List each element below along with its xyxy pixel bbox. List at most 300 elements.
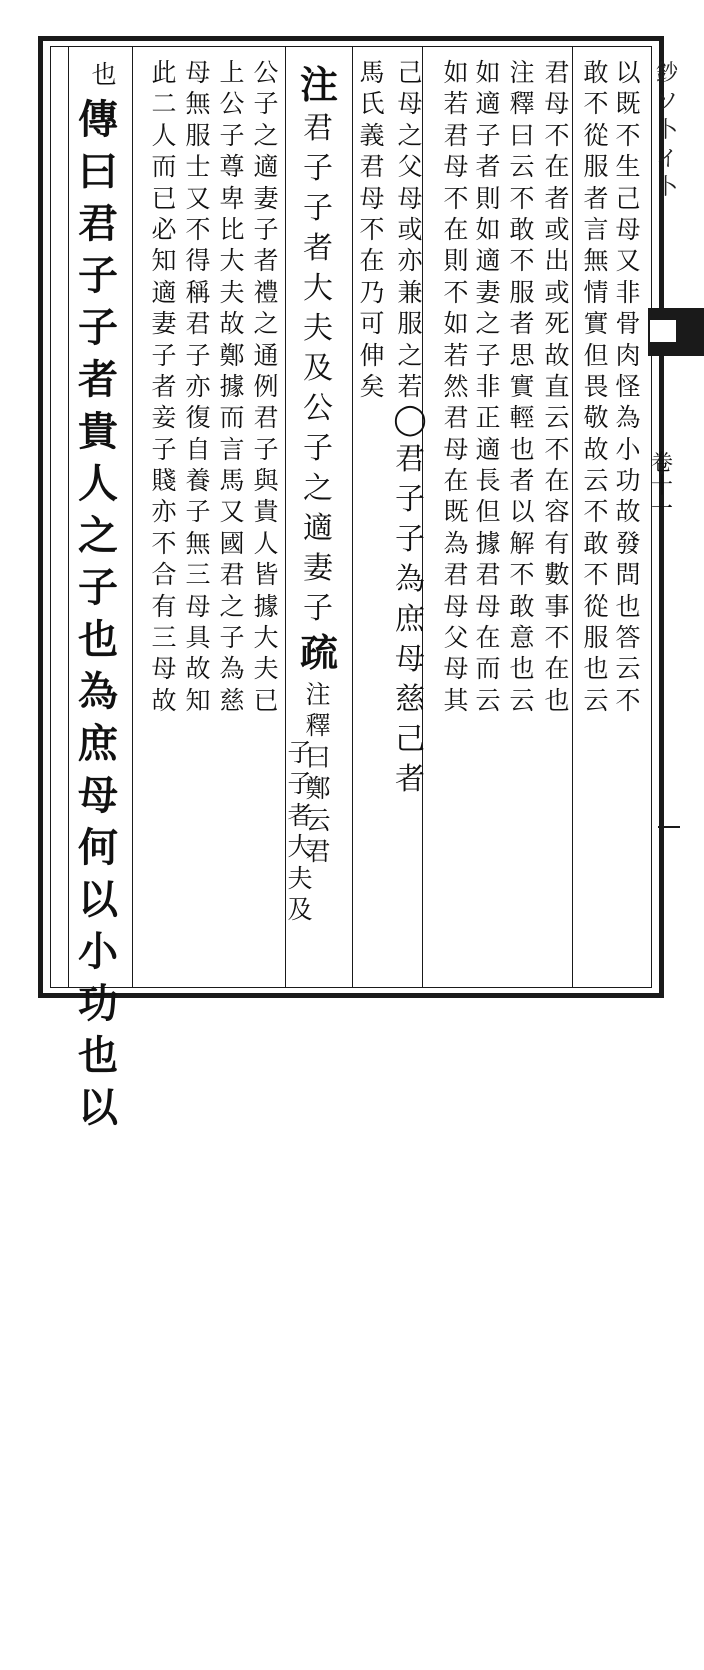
text-char: 得 — [185, 246, 211, 276]
text-char: 適 — [475, 89, 501, 119]
text-char: 在 — [359, 246, 385, 276]
text-char: 母 — [397, 89, 423, 119]
text-char: 非 — [475, 371, 501, 401]
text-char: 以 — [78, 1084, 118, 1131]
text-char: 者 — [78, 356, 118, 403]
text-char: 之 — [78, 512, 118, 559]
text-char: 服 — [509, 277, 535, 307]
text-char: 賤 — [151, 466, 177, 496]
text-char: 事 — [544, 591, 570, 621]
text-char: 兼 — [397, 277, 423, 307]
text-char: 不 — [359, 214, 385, 244]
text-char: 必 — [151, 214, 177, 244]
text-char: 之 — [397, 340, 423, 370]
text-char: 子 — [78, 252, 118, 299]
text-char: 此 — [151, 58, 177, 87]
text-char: 其 — [443, 685, 469, 715]
column-rule — [68, 46, 69, 988]
text-char: 也 — [78, 616, 118, 663]
text-char: 馬 — [219, 466, 245, 496]
text-char: 合 — [151, 560, 177, 590]
text-char: 公 — [219, 89, 245, 119]
volume-label: 卷十一 — [650, 451, 673, 523]
text-char: 服 — [185, 120, 211, 150]
text-char: 也 — [91, 60, 117, 89]
text-char: 者 — [151, 371, 177, 401]
text-char: 敢 — [583, 528, 609, 558]
text-char: 或 — [397, 214, 423, 244]
text-char: 士 — [185, 152, 211, 182]
text-char: 以 — [615, 58, 641, 87]
text-char: 妻 — [253, 183, 279, 213]
text-char: 為 — [219, 654, 245, 684]
text-char: 無 — [583, 246, 609, 276]
text-char: 不 — [583, 560, 609, 590]
text-char: 已 — [151, 183, 177, 213]
text-char: 乃 — [359, 277, 385, 307]
text-char: 母 — [443, 654, 469, 684]
text-char: 夫 — [219, 277, 245, 307]
text-char: 怪 — [615, 371, 641, 401]
text-char: 大 — [287, 832, 313, 862]
text-char: 與 — [253, 466, 279, 496]
text-char: 直 — [544, 371, 570, 401]
text-char: 適 — [303, 511, 333, 546]
text-char: 子 — [219, 623, 245, 653]
text-char: 適 — [475, 434, 501, 464]
text-char: 畏 — [583, 371, 609, 401]
text-char: 子 — [253, 434, 279, 464]
text-char: 從 — [583, 591, 609, 621]
text-char: 君 — [544, 58, 570, 87]
text-char: 答 — [615, 623, 641, 653]
fish-tail-mark-inner — [650, 320, 676, 342]
text-char: 以 — [509, 497, 535, 527]
text-char: 母 — [443, 591, 469, 621]
text-char: 比 — [219, 214, 245, 244]
text-char: 故 — [544, 340, 570, 370]
text-char: 可 — [359, 309, 385, 339]
text-column — [434, 60, 478, 990]
text-char: 不 — [583, 89, 609, 119]
text-char: 云 — [583, 466, 609, 496]
text-char: 敢 — [509, 591, 535, 621]
text-char: 云 — [475, 685, 501, 715]
text-char: 如 — [443, 58, 469, 87]
text-char: 鄭 — [219, 340, 245, 370]
text-char: 敢 — [583, 58, 609, 87]
text-char: 者 — [475, 152, 501, 182]
text-char: 又 — [219, 497, 245, 527]
text-char: 又 — [185, 183, 211, 213]
text-char: 云 — [615, 654, 641, 684]
text-char: 庶 — [78, 720, 118, 767]
text-char: 據 — [219, 371, 245, 401]
text-char: 服 — [583, 623, 609, 653]
text-char: 公 — [303, 391, 333, 426]
text-char: 不 — [443, 277, 469, 307]
text-char: 容 — [544, 497, 570, 527]
text-char: 亦 — [397, 246, 423, 276]
text-char: 正 — [475, 403, 501, 433]
text-char: 注 — [305, 680, 331, 709]
text-char: 故 — [583, 434, 609, 464]
text-char: 君 — [185, 309, 211, 339]
text-char: 妻 — [475, 277, 501, 307]
text-char: 在 — [443, 466, 469, 496]
text-column — [350, 60, 394, 990]
text-char: 者 — [287, 800, 313, 830]
text-char: 君 — [359, 152, 385, 182]
text-char: 但 — [583, 340, 609, 370]
text-char: 思 — [509, 340, 535, 370]
text-char: 母 — [78, 772, 118, 819]
text-char: 如 — [475, 58, 501, 87]
text-char: 之 — [253, 309, 279, 339]
text-char: 母 — [185, 58, 211, 87]
text-char: 然 — [443, 371, 469, 401]
text-char: 夫 — [253, 654, 279, 684]
text-char: 通 — [253, 340, 279, 370]
text-char: 慈 — [395, 682, 425, 718]
text-char: 自 — [185, 434, 211, 464]
text-char: 人 — [253, 528, 279, 558]
text-char: 問 — [615, 560, 641, 590]
text-char: 之 — [397, 120, 423, 150]
text-char: 不 — [185, 214, 211, 244]
text-char: 但 — [475, 497, 501, 527]
text-char: 知 — [185, 685, 211, 715]
text-char: 在 — [544, 466, 570, 496]
text-char: 據 — [475, 528, 501, 558]
text-char: 子 — [395, 522, 425, 558]
text-char: 為 — [615, 403, 641, 433]
text-char: 妻 — [303, 551, 333, 586]
text-char: 非 — [615, 277, 641, 307]
text-char: 又 — [615, 246, 641, 276]
text-char: 不 — [544, 434, 570, 464]
text-char: 君 — [303, 111, 333, 146]
text-char: 君 — [443, 560, 469, 590]
text-char: 在 — [475, 623, 501, 653]
text-char: 大 — [219, 246, 245, 276]
text-char: 大 — [253, 623, 279, 653]
text-char: 子 — [303, 191, 333, 226]
text-char: 死 — [544, 309, 570, 339]
text-char: 夫 — [287, 863, 313, 893]
text-char: 不 — [544, 120, 570, 150]
margin-tick — [658, 826, 680, 828]
text-char: 子 — [303, 591, 333, 626]
text-char: 在 — [544, 654, 570, 684]
text-char: 君 — [395, 442, 425, 478]
text-char: 既 — [615, 89, 641, 119]
text-char: 而 — [475, 654, 501, 684]
text-char: 復 — [185, 403, 211, 433]
text-char: 妻 — [151, 309, 177, 339]
text-char: 在 — [443, 214, 469, 244]
text-char: 不 — [615, 120, 641, 150]
text-char: 卑 — [219, 183, 245, 213]
text-char: 三 — [151, 623, 177, 653]
text-char: 具 — [185, 623, 211, 653]
text-char: 服 — [397, 309, 423, 339]
text-char: 國 — [219, 528, 245, 558]
text-char: 三 — [185, 560, 211, 590]
text-char: 亦 — [151, 497, 177, 527]
text-char: 也 — [509, 654, 535, 684]
text-char: 子 — [287, 738, 313, 767]
text-char: 數 — [544, 560, 570, 590]
text-char: 父 — [443, 623, 469, 653]
text-char: 子 — [303, 151, 333, 186]
text-char: 君 — [443, 403, 469, 433]
text-char: ◯ — [393, 402, 427, 438]
text-char: 無 — [185, 528, 211, 558]
text-char: 云 — [509, 685, 535, 715]
text-char: 功 — [78, 980, 118, 1027]
text-char: 子 — [185, 497, 211, 527]
text-char: 母 — [443, 434, 469, 464]
text-char: 在 — [544, 152, 570, 182]
text-char: 不 — [544, 623, 570, 653]
text-char: 母 — [395, 642, 425, 678]
text-char: 則 — [475, 183, 501, 213]
text-char: 不 — [583, 497, 609, 527]
text-char: 之 — [219, 591, 245, 621]
text-char: 云 — [305, 805, 331, 835]
text-char: 母 — [544, 89, 570, 119]
text-char: 意 — [509, 623, 535, 653]
text-char: 不 — [509, 183, 535, 213]
text-char: 母 — [151, 654, 177, 684]
text-char: 知 — [151, 246, 177, 276]
text-char: 不 — [443, 183, 469, 213]
header-fragment: 鈔 ソ 卜 イ 卜 — [655, 61, 678, 201]
text-char: 情 — [583, 277, 609, 307]
text-char: 故 — [185, 654, 211, 684]
text-char: 適 — [253, 152, 279, 182]
text-char: 解 — [509, 528, 535, 558]
text-char: 釋 — [305, 711, 331, 741]
text-char: 服 — [583, 152, 609, 182]
text-char: 慈 — [219, 685, 245, 715]
text-char: 若 — [397, 371, 423, 401]
text-char: 子 — [78, 304, 118, 351]
text-char: 或 — [544, 214, 570, 244]
text-char: 養 — [185, 466, 211, 496]
text-char: 尊 — [219, 152, 245, 182]
text-char: 釋 — [509, 89, 535, 119]
text-char: 云 — [544, 403, 570, 433]
text-char: 稱 — [185, 277, 211, 307]
text-char: 母 — [475, 591, 501, 621]
text-char: 敢 — [509, 214, 535, 244]
text-char: 無 — [185, 89, 211, 119]
text-char: 子 — [151, 340, 177, 370]
text-char: 以 — [78, 876, 118, 923]
text-char: 適 — [475, 246, 501, 276]
text-char: 子 — [219, 120, 245, 150]
text-char: 則 — [443, 246, 469, 276]
text-char: 人 — [78, 460, 118, 507]
text-char: 曰 — [305, 742, 331, 772]
text-char: 也 — [78, 1032, 118, 1079]
text-char: 出 — [544, 246, 570, 276]
text-char: 及 — [287, 894, 313, 924]
text-char: 或 — [544, 277, 570, 307]
text-char: 者 — [303, 231, 333, 266]
text-char: 據 — [253, 591, 279, 621]
text-char: 之 — [475, 309, 501, 339]
text-char: 母 — [185, 591, 211, 621]
text-column — [142, 60, 186, 990]
text-char: 己 — [395, 722, 425, 758]
text-char: 生 — [615, 152, 641, 182]
text-char: 故 — [615, 497, 641, 527]
text-char: 君 — [219, 560, 245, 590]
text-char: 骨 — [615, 309, 641, 339]
text-char: 云 — [509, 152, 535, 182]
text-char: 有 — [544, 528, 570, 558]
text-char: 不 — [509, 560, 535, 590]
text-char: 從 — [583, 120, 609, 150]
text-char: 也 — [544, 685, 570, 715]
text-char: 母 — [359, 183, 385, 213]
text-char: 小 — [615, 434, 641, 464]
text-char: 為 — [395, 562, 425, 598]
text-char: 故 — [151, 685, 177, 715]
text-char: 注 — [300, 62, 339, 107]
text-char: 已 — [253, 685, 279, 715]
text-char: 皆 — [253, 560, 279, 590]
text-char: 子 — [253, 89, 279, 119]
text-char: 己 — [615, 183, 641, 213]
text-char: 故 — [219, 309, 245, 339]
text-char: 實 — [509, 371, 535, 401]
text-char: 鄭 — [305, 774, 331, 804]
text-char: 而 — [219, 403, 245, 433]
text-char: 長 — [475, 466, 501, 496]
text-char: 子 — [475, 120, 501, 150]
text-char: 功 — [615, 466, 641, 496]
text-char: 之 — [303, 471, 333, 506]
text-char: 子 — [287, 769, 313, 799]
text-char: 己 — [397, 58, 423, 87]
text-char: 子 — [78, 564, 118, 611]
text-char: 何 — [78, 824, 118, 871]
text-char: 適 — [151, 277, 177, 307]
text-char: 如 — [443, 309, 469, 339]
text-char: 氏 — [359, 89, 385, 119]
text-char: 母 — [397, 183, 423, 213]
text-char: 貴 — [78, 408, 118, 455]
text-char: 云 — [583, 685, 609, 715]
text-char: 子 — [253, 214, 279, 244]
text-char: 若 — [443, 340, 469, 370]
text-char: 為 — [78, 668, 118, 715]
text-char: 亦 — [185, 371, 211, 401]
text-char: 也 — [509, 434, 535, 464]
text-char: 君 — [443, 120, 469, 150]
text-char: 人 — [151, 120, 177, 150]
text-char: 君 — [78, 200, 118, 247]
text-char: 妾 — [151, 403, 177, 433]
text-char: 母 — [443, 152, 469, 182]
text-char: 有 — [151, 591, 177, 621]
text-char: 發 — [615, 528, 641, 558]
text-char: 子 — [475, 340, 501, 370]
text-column — [388, 60, 432, 990]
text-char: 既 — [443, 497, 469, 527]
text-char: 也 — [615, 591, 641, 621]
text-char: 伸 — [359, 340, 385, 370]
text-char: 貴 — [253, 497, 279, 527]
text-char: 不 — [151, 528, 177, 558]
text-char: 母 — [615, 214, 641, 244]
text-char: 君 — [305, 836, 331, 866]
text-char: 也 — [583, 654, 609, 684]
text-char: 馬 — [359, 58, 385, 87]
text-char: 敬 — [583, 403, 609, 433]
column-rule — [132, 46, 133, 988]
text-char: 者 — [544, 183, 570, 213]
text-char: 言 — [219, 434, 245, 464]
text-char: 庶 — [395, 602, 425, 638]
text-char: 傳 — [78, 96, 118, 143]
text-char: 君 — [475, 560, 501, 590]
text-char: 君 — [253, 403, 279, 433]
text-char: 子 — [303, 431, 333, 466]
text-char: 而 — [151, 152, 177, 182]
text-char: 禮 — [253, 277, 279, 307]
text-char: 疏 — [300, 630, 339, 675]
text-char: 子 — [185, 340, 211, 370]
text-char: 不 — [615, 685, 641, 715]
text-char: 注 — [509, 58, 535, 87]
text-char: 矣 — [359, 371, 385, 401]
text-column — [574, 60, 618, 990]
text-char: 者 — [253, 246, 279, 276]
text-char: 輕 — [509, 403, 535, 433]
text-char: 子 — [395, 482, 425, 518]
text-char: 上 — [219, 58, 245, 87]
text-char: 不 — [509, 246, 535, 276]
text-char: 者 — [509, 309, 535, 339]
text-char: 曰 — [509, 120, 535, 150]
text-char: 小 — [78, 928, 118, 975]
text-char: 例 — [253, 371, 279, 401]
text-char: 者 — [395, 762, 425, 798]
text-char: 父 — [397, 152, 423, 182]
text-char: 義 — [359, 120, 385, 150]
text-char: 言 — [583, 214, 609, 244]
text-char: 如 — [475, 214, 501, 244]
text-char: 二 — [151, 89, 177, 119]
text-column — [76, 96, 120, 1131]
text-char: 公 — [253, 58, 279, 87]
text-char: 曰 — [78, 148, 118, 195]
text-char: 子 — [151, 434, 177, 464]
text-char: 之 — [253, 120, 279, 150]
text-char: 肉 — [615, 340, 641, 370]
text-char: 大 — [303, 271, 333, 306]
text-char: 及 — [303, 351, 333, 386]
text-char: 為 — [443, 528, 469, 558]
text-char: 若 — [443, 89, 469, 119]
text-char: 實 — [583, 309, 609, 339]
text-char: 夫 — [303, 311, 333, 346]
